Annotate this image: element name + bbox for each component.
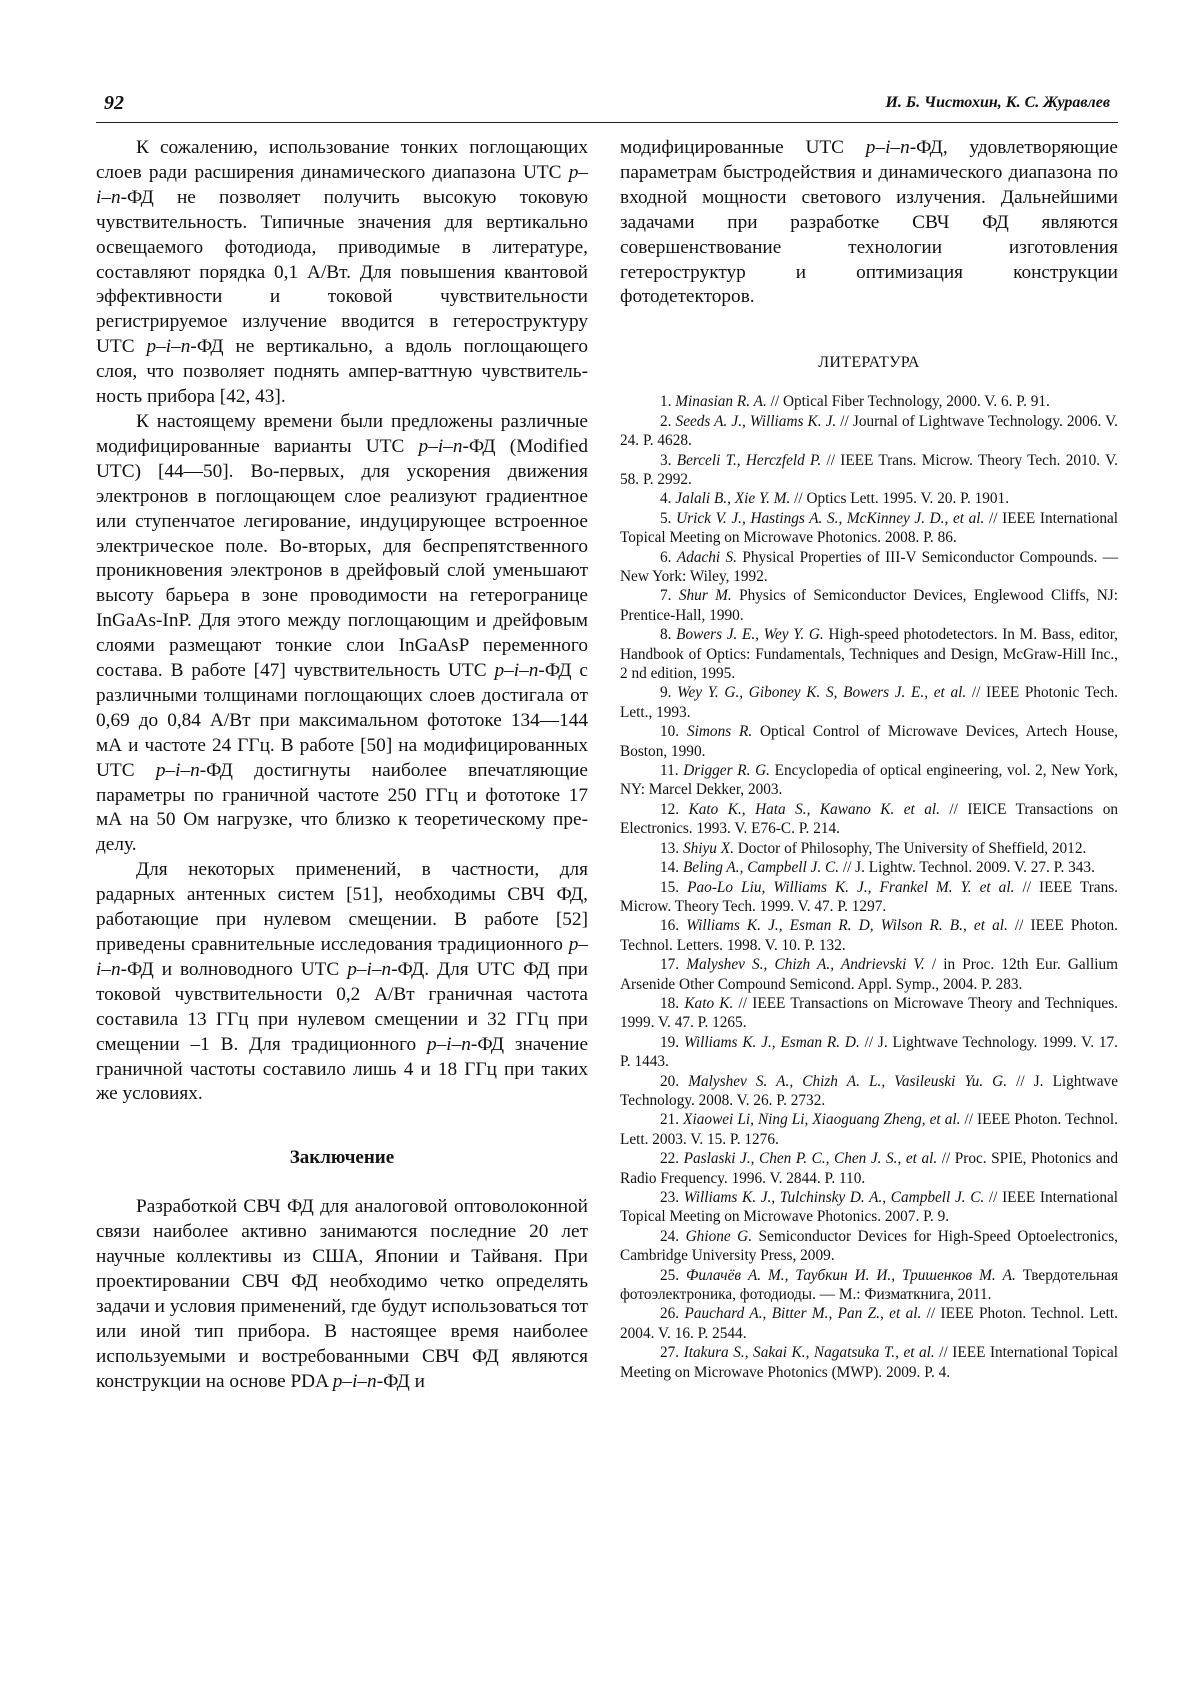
reference-item	[620, 1110, 1118, 1149]
reference-item	[620, 1149, 1118, 1188]
reference-number: 24.	[660, 1227, 686, 1245]
italic-term: p–i–n	[418, 435, 463, 457]
reference-source: Твердотельная фотоэлектроника, фотодиоды. — М.: Физматкнига, 2011.	[620, 1266, 1118, 1304]
running-header-authors: И. Б. Чистохин, К. С. Журавлев	[885, 94, 1110, 111]
reference-source: / in Proc. 12th Eur. Gallium Arsenide Other Compound Semicond. Appl. Symp., 2004. P. 283.	[620, 956, 1118, 993]
reference-number: 23.	[660, 1189, 684, 1206]
reference-item	[620, 1188, 1118, 1227]
reference-source: // Proc. SPIE, Photonics and Radio Frequency. 1996. V. 2844. P. 110.	[620, 1150, 1118, 1187]
text-run: -ФД значение граничной частоты составило лишь 4 и 18 ГГц при таких же условиях.	[96, 1033, 589, 1105]
reference-item	[620, 878, 1118, 917]
italic-term: p–i–n	[96, 161, 588, 208]
reference-source: // IEEE Photon. Technol. Letters. 1998. V. 10. P. 132.	[620, 917, 1118, 954]
text-run: -ФД и	[376, 1370, 425, 1392]
reference-number: 1.	[660, 393, 676, 411]
reference-item	[620, 1343, 1118, 1382]
reference-item	[620, 489, 1118, 508]
reference-item	[620, 839, 1118, 858]
reference-number: 2.	[660, 412, 676, 430]
reference-item	[620, 548, 1118, 587]
reference-number: 15.	[660, 878, 688, 896]
reference-number: 5.	[660, 509, 677, 527]
reference-source: // Optics Lett. 1995. V. 20. P. 1901.	[790, 490, 1010, 508]
reference-source: // IEEE Transactions on Microwave Theory and Techniques. 1999. V. 47. P. 1265.	[620, 994, 1118, 1032]
italic-term: p–i–n	[494, 660, 539, 682]
reference-number: 3.	[660, 451, 677, 469]
italic-term: p–i–n	[426, 1033, 471, 1055]
reference-number: 16.	[660, 917, 687, 935]
reference-number: 27.	[660, 1344, 684, 1362]
body-paragraph-1	[96, 136, 588, 410]
reference-item	[620, 392, 1118, 411]
reference-authors: Berceli T., Herczfeld P.	[676, 451, 822, 469]
reference-authors: Seeds A. J., Williams K. J.	[675, 412, 837, 430]
reference-authors: Pao-Lo Liu, Williams K. J., Frankel M. Y. et al.	[687, 878, 1015, 896]
text-run: -ФД. Для UTC ФД при токовой чувствительности 0,2 А/Вт граничная частота составила 13 ГГц при нулевом смещении и 32 ГГц при смещении –1 В. Для традиционного	[96, 958, 588, 1055]
running-header	[96, 92, 1118, 123]
reference-source: // Journal of Lightwave Technology. 2006. V. 24. P. 4628.	[620, 412, 1118, 450]
reference-authors: Kato K., Hata S., Kawano K. et al.	[688, 800, 940, 818]
reference-item	[620, 916, 1118, 955]
text-run: модифицированные UTC	[620, 137, 866, 158]
reference-source: Physical Properties of III-V Semiconductor Compounds. — New York: Wiley, 1992.	[620, 548, 1118, 585]
italic-term: p–i–n	[155, 759, 200, 781]
reference-item	[620, 586, 1118, 625]
reference-authors: Shur M.	[678, 587, 732, 605]
reference-authors: Drigger R. G.	[683, 762, 770, 780]
references-title: ЛИТЕРАТУРА	[818, 354, 920, 372]
reference-source: // IEEE Photonic Tech. Lett., 1993.	[620, 684, 1118, 721]
reference-list	[620, 392, 1118, 1382]
reference-source: // IEEE Trans. Microw. Theory Tech. 2010. V. 58. P. 2992.	[620, 451, 1118, 488]
reference-source: // IEEE Photon. Technol. Lett. 2003. V. 15. P. 1276.	[620, 1111, 1119, 1148]
reference-authors: Minasian R. A.	[675, 393, 767, 411]
reference-source: // J. Lightw. Technol. 2009. V. 27. P. 343.	[839, 859, 1095, 877]
text-run: -ФД, удовлетворяющие параметрам быстродействия и динамического диапазона по входной мощности светового излучения. Дальнейшими задачами при разработке СВЧ ФД являются совершенствование технологии изготовления гетероструктур и оптимизация конструкции фотодетекторов.	[620, 137, 1118, 308]
reference-number: 25.	[660, 1266, 687, 1284]
reference-source: Optical Control of Microwave Devices, Artech House, Boston, 1990.	[620, 723, 1118, 760]
reference-authors: Ghione G.	[685, 1227, 753, 1245]
body-paragraph-3	[96, 858, 588, 1107]
italic-term: p–i–n	[865, 137, 910, 158]
reference-source: // IEEE International Topical Meeting on Microwave Photonics. 2008. P. 86.	[620, 509, 1119, 547]
reference-authors: Jalali B., Xie Y. M.	[675, 490, 791, 508]
reference-number: 19.	[660, 1033, 684, 1051]
reference-source: // J. Lightwave Technology. 1999. V. 17. P. 1443.	[620, 1033, 1118, 1071]
reference-authors: Williams K. J., Tulchinsky D. A., Campbell J. C.	[683, 1189, 985, 1206]
reference-source: // IEEE Photon. Technol. Lett. 2004. V. 16. P. 2544.	[620, 1305, 1118, 1342]
reference-source: High-speed photodetectors. In M. Bass, editor, Handbook of Optics: Fundamentals, Techniques and Design, McGraw-Hill Inc., 2 nd edition, 1995.	[620, 626, 1119, 683]
reference-source: Encyclopedia of optical engineering, vol. 2, New York, NY: Marcel Dekker, 2003.	[620, 762, 1119, 799]
page-number: 92	[104, 92, 124, 114]
section-title-conclusion: Заключение	[289, 1147, 395, 1169]
reference-number: 8.	[660, 626, 677, 644]
reference-authors: Itakura S., Sakai K., Nagatsuka T., et al.	[683, 1344, 935, 1362]
reference-authors: Pauchard A., Bitter M., Pan Z., et al.	[684, 1305, 922, 1323]
reference-number: 11.	[660, 762, 684, 780]
reference-number: 4.	[660, 490, 676, 508]
conclusion-paragraph-continued	[620, 136, 1118, 310]
left-column	[96, 136, 588, 1395]
italic-term: p–i–n	[347, 958, 392, 980]
reference-authors: Urick V. J., Hastings A. S., McKinney J. D., et al.	[676, 509, 985, 527]
reference-item	[620, 994, 1118, 1033]
reference-authors: Wey Y. G., Giboney K. S, Bowers J. E., et al.	[677, 684, 967, 702]
reference-item	[620, 1033, 1118, 1072]
reference-authors: Williams K. J., Esman R. D, Wilson R. B., et al.	[686, 917, 1008, 935]
reference-source: // J. Lightwave Technology. 2008. V. 26. P. 2732.	[620, 1072, 1118, 1109]
reference-source: // IEEE Trans. Microw. Theory Tech. 1999. V. 47. P. 1297.	[620, 878, 1119, 915]
text-run: -ФД достигнуты наиболее впечатляющие параметры по граничной частоте 250 ГГц и фототоке 17 мА на 50 Ом нагрузке, что близко к теоретическому пределу.	[96, 759, 588, 856]
text-run: Для некоторых применений, в частности, для радарных антенных систем [51], необходимы СВЧ ФД, работающие при нулевом смещении. В работе [52] приведены сравнительные исследования традиционного	[96, 859, 588, 955]
reference-source: // IEICE Transactions on Electronics. 1993. V. E76-C. P. 214.	[620, 800, 1118, 838]
text-run: К настоящему времени были предложены различные модифицированные варианты UTC	[96, 410, 588, 457]
reference-number: 13.	[660, 839, 683, 857]
reference-item	[620, 1227, 1118, 1266]
reference-number: 17.	[660, 956, 687, 974]
reference-item	[620, 625, 1118, 683]
right-column	[620, 136, 1118, 1382]
reference-authors: Beling A., Campbell J. C.	[682, 859, 840, 877]
reference-number: 14.	[660, 859, 683, 877]
text-run: Разработкой СВЧ ФД для аналоговой оптоволоконной связи наиболее активно занимаются последние 20 лет научные коллективы из США, Японии и Тайваня. При проектировании СВЧ ФД необходимо четко определять задачи и условия применений, где будут использоваться тот или иной тип прибора. В настоящее время наиболее используемыми и востребованными СВЧ ФД являются конструкции на основе PDA	[96, 1196, 588, 1392]
reference-item	[620, 1266, 1118, 1305]
italic-term: p–i–n	[96, 934, 588, 980]
reference-item	[620, 800, 1118, 839]
reference-number: 7.	[660, 587, 679, 605]
italic-term: p–i–n	[332, 1370, 377, 1392]
reference-number: 26.	[660, 1305, 685, 1323]
reference-authors: Bowers J. E., Wey Y. G.	[676, 626, 824, 644]
reference-source: Doctor of Philosophy, The University of Sheffield, 2012.	[733, 839, 1087, 857]
text-run: -ФД не позволяет получить высокую токовую чувствительность. Типичные значения для вертикально освещаемого фотодиода, приводимые в литературе, составляют порядка 0,1 А/Вт. Для повышения квантовой эффективности и токовой чувствительности регистрируемое излучение вводится в гетероструктуру UTC	[96, 186, 588, 358]
reference-source: // Optical Fiber Technology, 2000. V. 6. P. 91.	[766, 393, 1050, 411]
text-run: -ФД с различными толщинами поглощающих слоев достигала от 0,69 до 0,84 А/Вт при максимальном фототоке 134—144 мА и частоте 24 ГГц. В работе [50] на модифицированных UTC	[96, 660, 588, 781]
reference-source: Semiconductor Devices for High-Speed Optoelectronics, Cambridge University Press, 2009.	[620, 1227, 1118, 1265]
reference-item	[620, 722, 1118, 761]
text-run: -ФД (Modified UTC) [44—50]. Во-первых, для ускорения движения электронов в поглощающем слое реализуют градиентное или ступенчатое легирование, индуцирующее встроенное электрическое поле. Во-вторых, для беспрепятственного проникновения электронов в дрейфовый слой уменьшают высоту барьера в зоне проводимости на гетерогранице InGaAs-InP. Для этого между поглощающим и дрейфовым слоями размещают тонкие слои InGaAsP переменного состава. В работе [47] чувствительность UTC	[96, 435, 588, 682]
conclusion-paragraph	[96, 1195, 588, 1394]
body-paragraph-2	[96, 410, 588, 858]
reference-source: // IEEE International Topical Meeting on Microwave Photonics. 2007. P. 9.	[620, 1189, 1119, 1226]
reference-authors: Xiaowei Li, Ning Li, Xiaoguang Zheng, et al.	[683, 1111, 961, 1129]
reference-number: 22.	[660, 1150, 684, 1168]
reference-item	[620, 1304, 1118, 1343]
reference-authors: Adachi S.	[676, 548, 738, 566]
reference-authors: Shiyu X.	[682, 839, 734, 857]
reference-source: // IEEE International Topical Meeting on Microwave Photonics (MWP). 2009. P. 4.	[620, 1344, 1118, 1381]
reference-number: 6.	[660, 548, 677, 566]
reference-authors: Malyshev S. A., Chizh A. L., Vasileuski Yu. G.	[688, 1072, 1008, 1090]
reference-authors: Kato K.	[684, 994, 734, 1012]
reference-number: 9.	[660, 684, 678, 702]
reference-item	[620, 683, 1118, 722]
reference-item	[620, 1072, 1118, 1111]
text-run: -ФД и волноводного UTC	[120, 958, 348, 980]
reference-item	[620, 761, 1118, 800]
reference-item	[620, 451, 1118, 490]
reference-item	[620, 509, 1118, 548]
reference-authors: Malyshev S., Chizh A., Andrievski V.	[686, 956, 925, 974]
reference-item	[620, 955, 1118, 994]
reference-item	[620, 412, 1118, 451]
italic-term: p–i–n	[146, 336, 191, 358]
reference-number: 10.	[660, 723, 687, 741]
text-run: К сожалению, использование тонких поглощающих слоев ради расширения динамического диапазона UTC	[96, 137, 588, 183]
reference-authors: Paslaski J., Chen P. C., Chen J. S., et al.	[683, 1150, 938, 1168]
reference-source: Physics of Semiconductor Devices, Englewood Cliffs, NJ: Prentice-Hall, 1990.	[620, 587, 1118, 624]
reference-number: 18.	[660, 994, 685, 1012]
reference-item	[620, 858, 1118, 877]
reference-number: 12.	[660, 800, 689, 818]
reference-number: 20.	[660, 1072, 689, 1090]
reference-authors: Филачёв А. М., Таубкин И. И., Тришенков М. А.	[686, 1266, 1016, 1284]
reference-authors: Simons R.	[686, 723, 753, 741]
text-run: -ФД не вертикально, а вдоль поглощающего слоя, что позволяет поднять ампер-ваттную чувствительность прибора [42, 43].	[96, 336, 588, 408]
reference-authors: Williams K. J., Esman R. D.	[683, 1033, 860, 1051]
reference-number: 21.	[660, 1111, 684, 1129]
